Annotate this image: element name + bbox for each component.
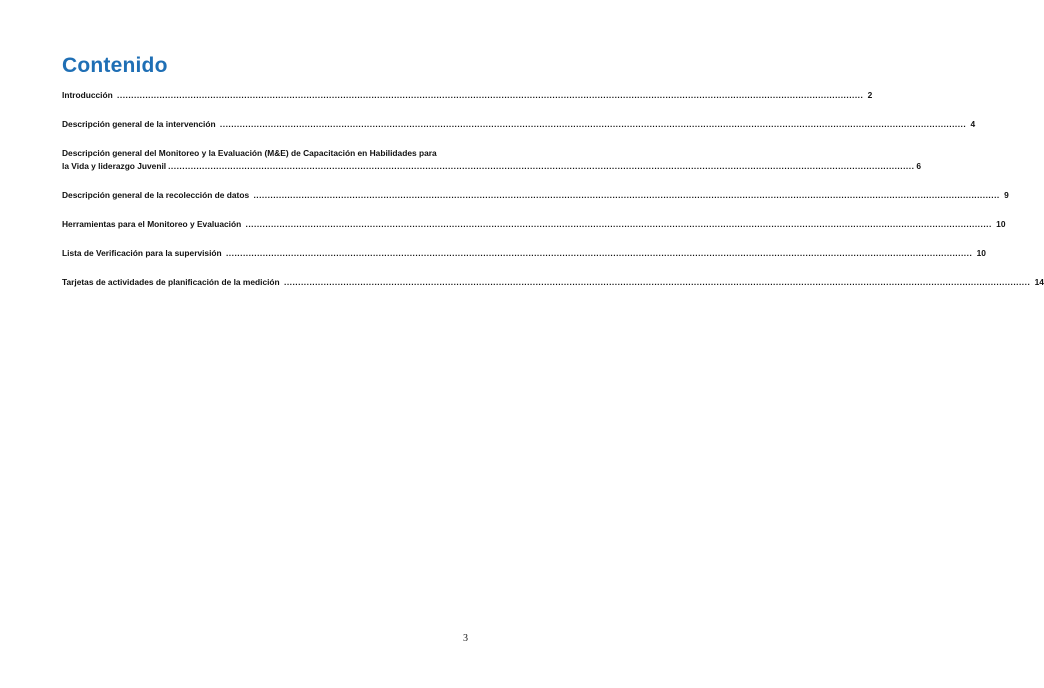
toc-entry-page: 10 bbox=[996, 219, 1006, 229]
toc-entry-page: 14 bbox=[1034, 277, 1044, 287]
dot-leader bbox=[220, 119, 966, 129]
dot-leader bbox=[226, 248, 972, 258]
toc-entry-herramientas bbox=[62, 218, 1006, 231]
toc-entry-line2 bbox=[62, 160, 922, 173]
toc-link-lista-verificacion[interactable] bbox=[62, 247, 986, 260]
page-number: 3 bbox=[463, 633, 468, 644]
toc-link-introduccion[interactable] bbox=[62, 89, 873, 102]
toc-entry-title-line2: la Vida y liderazgo Juvenil bbox=[62, 161, 167, 171]
dot-leader bbox=[246, 219, 992, 229]
toc-entry-monitoreo-evaluacion bbox=[62, 147, 922, 173]
dot-leader bbox=[253, 190, 999, 200]
toc-entry-title-line1: Descripción general del Monitoreo y la Evaluación (M&E) de Capacitación en Habilidades para bbox=[62, 148, 437, 158]
toc-entry-recoleccion-datos bbox=[62, 189, 1009, 202]
toc-link-monitoreo-evaluacion[interactable] bbox=[62, 147, 922, 173]
toc-entry-title: Herramientas para el Monitoreo y Evaluación bbox=[62, 219, 242, 229]
toc-entry-intervencion bbox=[62, 118, 976, 131]
toc-link-recoleccion-datos[interactable] bbox=[62, 189, 1009, 202]
toc-link-herramientas[interactable] bbox=[62, 218, 1006, 231]
toc-entry-title: Descripción general de la recolección de datos bbox=[62, 190, 250, 200]
dot-leader bbox=[284, 277, 1030, 287]
toc-entry-title: Introducción bbox=[62, 90, 113, 100]
table-of-contents bbox=[62, 89, 1044, 289]
toc-heading: Contenido bbox=[62, 54, 168, 77]
toc-entry-page: 10 bbox=[976, 248, 986, 258]
toc-entry-page: 4 bbox=[970, 119, 976, 129]
toc-entry-title: Tarjetas de actividades de planificación de la medición bbox=[62, 277, 280, 287]
toc-link-tarjetas-actividades[interactable] bbox=[62, 276, 1044, 289]
toc-entry-page: 6 bbox=[916, 161, 922, 171]
toc-entry-title: Lista de Verificación para la supervisión bbox=[62, 248, 222, 258]
toc-entry-tarjetas-actividades bbox=[62, 276, 1044, 289]
toc-entry-lista-verificacion bbox=[62, 247, 986, 260]
dot-leader bbox=[117, 90, 863, 100]
toc-entry-introduccion bbox=[62, 89, 873, 102]
toc-entry-title: Descripción general de la intervención bbox=[62, 119, 216, 129]
toc-entry-page: 2 bbox=[867, 90, 873, 100]
toc-link-intervencion[interactable] bbox=[62, 118, 976, 131]
toc-entry-page: 9 bbox=[1004, 190, 1009, 200]
dot-leader bbox=[168, 160, 914, 173]
